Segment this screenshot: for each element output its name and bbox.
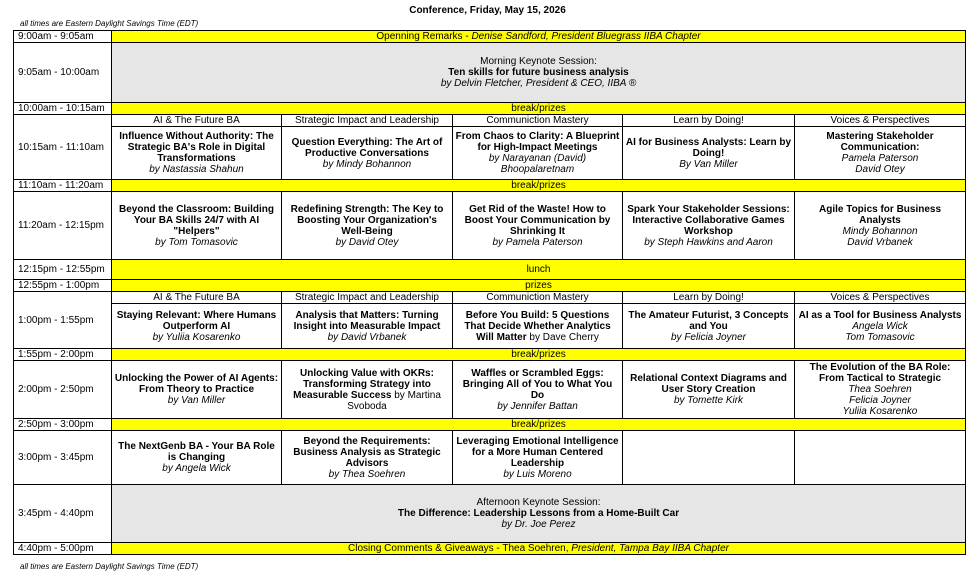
session-cell bbox=[453, 127, 623, 180]
session-speaker: by Mindy Bohannon bbox=[322, 158, 412, 170]
banner-row bbox=[14, 543, 966, 555]
banner-row bbox=[14, 349, 966, 361]
page-title: Conference, Friday, May 15, 2026 bbox=[409, 5, 566, 16]
time-cell: 11:10am - 11:20am bbox=[14, 180, 112, 192]
banner-row bbox=[14, 180, 966, 192]
session-title: Beyond the Requirements: Business Analysis as Strategic Advisors bbox=[293, 435, 441, 469]
session-cell bbox=[453, 431, 623, 485]
time-cell: 3:45pm - 4:40pm bbox=[14, 485, 112, 543]
banner-cell bbox=[112, 31, 966, 43]
session-cell bbox=[112, 192, 282, 260]
session-speaker: Yuliia Kosarenko bbox=[842, 406, 918, 417]
session-title: Beyond the Classroom: Building Your BA Skills 24/7 with AI "Helpers" bbox=[118, 203, 274, 237]
session-speaker: by Tom Tomasovic bbox=[155, 236, 238, 248]
banner-cell bbox=[112, 180, 966, 192]
session-title: Relational Context Diagrams and User Story Creation bbox=[630, 373, 787, 395]
track-header-row bbox=[14, 292, 966, 304]
session-title: Analysis that Matters: Turning Insight into Measurable Impact bbox=[293, 309, 441, 332]
session-cell bbox=[623, 304, 795, 349]
session-title: Leveraging Emotional Intelligence for a More Human Centered Leadership bbox=[456, 435, 619, 469]
session-row bbox=[14, 431, 966, 485]
banner-cell bbox=[112, 260, 966, 280]
banner-speaker: Denise Sandford, President Bluegrass IIBA Chapter bbox=[471, 31, 701, 42]
session-speaker: by David Vrbanek bbox=[327, 331, 407, 343]
track-header: Learn by Doing! bbox=[623, 115, 795, 127]
schedule-table bbox=[13, 30, 966, 555]
banner-cell bbox=[112, 543, 966, 555]
session-cell bbox=[112, 431, 282, 485]
banner-text: Closing Comments & Giveaways - Thea Soehren, bbox=[348, 543, 572, 554]
session-speaker: by David Otey bbox=[335, 236, 399, 248]
session-cell bbox=[623, 361, 795, 419]
session-speaker: by Luis Moreno bbox=[503, 468, 572, 480]
session-title: Waffles or Scrambled Eggs: Bringing All of You to What You Do bbox=[462, 367, 613, 401]
time-cell: 3:00pm - 3:45pm bbox=[14, 431, 112, 485]
time-cell: 2:50pm - 3:00pm bbox=[14, 419, 112, 431]
session-cell bbox=[623, 192, 795, 260]
session-row bbox=[14, 361, 966, 419]
track-header: Communiction Mastery bbox=[453, 115, 623, 127]
keynote-label: Afternoon Keynote Session: bbox=[476, 497, 601, 508]
time-cell: 9:00am - 9:05am bbox=[14, 31, 112, 43]
session-row bbox=[14, 192, 966, 260]
session-speaker: by Nastassia Shahun bbox=[149, 164, 244, 175]
session-speaker: by Yuliia Kosarenko bbox=[152, 331, 241, 343]
time-cell: 11:20am - 12:15pm bbox=[14, 192, 112, 260]
time-cell: 9:05am - 10:00am bbox=[14, 43, 112, 103]
time-cell: 10:15am - 11:10am bbox=[14, 115, 112, 180]
session-speaker: Felicia Joyner bbox=[849, 395, 911, 406]
session-title: The Amateur Futurist, 3 Concepts and You bbox=[628, 309, 789, 332]
session-speaker: By Van Miller bbox=[679, 158, 738, 170]
keynote-row bbox=[14, 43, 966, 103]
keynote-title: Ten skills for future business analysis bbox=[448, 67, 629, 78]
timezone-note-top: all times are Eastern Daylight Savings Time (EDT) bbox=[20, 19, 199, 28]
session-title: Unlocking Value with OKRs: Transforming Strategy into Measurable Success by Martina Svoboda bbox=[293, 367, 441, 412]
track-header: AI & The Future BA bbox=[112, 292, 282, 304]
session-speaker: by Martina Svoboda bbox=[347, 389, 441, 412]
session-speaker: by Dave Cherry bbox=[529, 331, 599, 343]
banner-text: Openning Remarks - bbox=[376, 31, 472, 42]
session-speaker: Thea Soehren bbox=[848, 384, 912, 395]
session-title: Get Rid of the Waste! How to Boost Your Communication by Shrinking It bbox=[464, 203, 611, 237]
banner-text: break/prizes bbox=[511, 349, 566, 360]
session-title: Mastering Stakeholder Communication: bbox=[826, 131, 934, 153]
session-cell bbox=[282, 192, 453, 260]
time-cell: 12:15pm - 12:55pm bbox=[14, 260, 112, 280]
session-title: Agile Topics for Business Analysts bbox=[818, 203, 942, 226]
session-row bbox=[14, 127, 966, 180]
banner-row bbox=[14, 31, 966, 43]
session-cell bbox=[795, 431, 966, 485]
session-title: Staying Relevant: Where Humans Outperform AI bbox=[116, 309, 277, 332]
track-header: Communiction Mastery bbox=[453, 292, 623, 304]
banner-text: lunch bbox=[526, 264, 551, 275]
track-header: Learn by Doing! bbox=[623, 292, 795, 304]
banner-row bbox=[14, 260, 966, 280]
session-title: Redefining Strength: The Key to Boosting Your Organization's Well-Being bbox=[290, 203, 444, 237]
session-title: Unlocking the Power of AI Agents: From Theory to Practice bbox=[114, 373, 279, 395]
time-cell: 12:55pm - 1:00pm bbox=[14, 280, 112, 292]
session-cell bbox=[623, 431, 795, 485]
session-cell bbox=[112, 127, 282, 180]
session-title: AI for Business Analysts: Learn by Doing! bbox=[625, 136, 792, 159]
session-cell bbox=[623, 127, 795, 180]
time-cell: 1:00pm - 1:55pm bbox=[14, 292, 112, 349]
banner-text: break/prizes bbox=[511, 419, 566, 430]
session-speaker: Tom Tomasovic bbox=[845, 331, 915, 343]
keynote-title: The Difference: Leadership Lessons from a Home-Built Car bbox=[397, 508, 680, 519]
session-row bbox=[14, 304, 966, 349]
track-header: AI & The Future BA bbox=[112, 115, 282, 127]
session-title: Spark Your Stakeholder Sessions: Interactive Collaborative Games Workshop bbox=[627, 203, 790, 237]
session-title: The Evolution of the BA Role: From Tactical to Strategic bbox=[809, 362, 951, 384]
banner-cell bbox=[112, 103, 966, 115]
session-cell bbox=[282, 361, 453, 419]
session-speaker: by Steph Hawkins and Aaron bbox=[644, 236, 773, 248]
track-header: Strategic Impact and Leadership bbox=[282, 115, 453, 127]
session-cell bbox=[795, 192, 966, 260]
track-header: Voices & Perspectives bbox=[795, 292, 966, 304]
banner-text: prizes bbox=[525, 280, 552, 291]
keynote-speaker: by Dr. Joe Perez bbox=[501, 519, 576, 530]
session-title: From Chaos to Clarity: A Blueprint for High-Impact Meetings bbox=[455, 131, 620, 153]
session-title: Influence Without Authority: The Strategic BA's Role in Digital Transformations bbox=[119, 131, 274, 164]
session-speaker: by Tomette Kirk bbox=[673, 395, 744, 406]
session-title: The NextGenb BA - Your BA Role is Changing bbox=[118, 441, 275, 463]
session-speaker: by Jennifer Battan bbox=[497, 400, 578, 412]
banner-text: break/prizes bbox=[511, 180, 566, 191]
banner-cell bbox=[112, 419, 966, 431]
session-speaker: by Angela Wick bbox=[162, 463, 231, 474]
keynote-row bbox=[14, 485, 966, 543]
time-cell: 10:00am - 10:15am bbox=[14, 103, 112, 115]
session-speaker: by Pamela Paterson bbox=[492, 236, 583, 248]
session-title: Question Everything: The Art of Productive Conversations bbox=[291, 136, 443, 159]
time-cell: 2:00pm - 2:50pm bbox=[14, 361, 112, 419]
session-cell bbox=[112, 361, 282, 419]
session-cell bbox=[282, 304, 453, 349]
session-cell bbox=[112, 304, 282, 349]
session-speaker: David Otey bbox=[855, 164, 905, 175]
session-speaker: Pamela Paterson bbox=[841, 153, 919, 164]
banner-text: break/prizes bbox=[511, 103, 566, 114]
keynote-label: Morning Keynote Session: bbox=[480, 56, 597, 67]
banner-row bbox=[14, 280, 966, 292]
time-cell: 1:55pm - 2:00pm bbox=[14, 349, 112, 361]
keynote-speaker: by Delvin Fletcher, President & CEO, IIBA ® bbox=[440, 78, 637, 89]
session-cell bbox=[795, 127, 966, 180]
session-speaker: by Van Miller bbox=[167, 395, 226, 406]
session-cell bbox=[453, 304, 623, 349]
banner-cell bbox=[112, 349, 966, 361]
session-speaker: Angela Wick bbox=[852, 320, 908, 332]
banner-speaker: President, Tampa Bay IIBA Chapter bbox=[571, 543, 729, 554]
session-cell bbox=[453, 192, 623, 260]
session-cell bbox=[795, 361, 966, 419]
keynote-cell bbox=[112, 43, 966, 103]
banner-row bbox=[14, 103, 966, 115]
track-header: Strategic Impact and Leadership bbox=[282, 292, 453, 304]
banner-cell bbox=[112, 280, 966, 292]
session-speaker: by Thea Soehren bbox=[328, 468, 406, 480]
session-cell bbox=[282, 431, 453, 485]
session-speaker: David Vrbanek bbox=[847, 236, 913, 248]
session-title: AI as a Tool for Business Analysts bbox=[798, 309, 962, 321]
session-cell bbox=[453, 361, 623, 419]
track-header: Voices & Perspectives bbox=[795, 115, 966, 127]
session-cell bbox=[282, 127, 453, 180]
track-header-row bbox=[14, 115, 966, 127]
session-cell bbox=[795, 304, 966, 349]
timezone-note-bottom: all times are Eastern Daylight Savings Time (EDT) bbox=[20, 562, 199, 571]
keynote-cell bbox=[112, 485, 966, 543]
session-speaker: by Narayanan (David) Bhoopalaretnam bbox=[488, 153, 587, 175]
time-cell: 4:40pm - 5:00pm bbox=[14, 543, 112, 555]
session-speaker: Mindy Bohannon bbox=[842, 225, 918, 237]
banner-row bbox=[14, 419, 966, 431]
session-speaker: by Felicia Joyner bbox=[670, 331, 747, 343]
session-title: Before You Build: 5 Questions That Decide Whether Analytics Will Matter by Dave Cherry bbox=[464, 309, 611, 343]
